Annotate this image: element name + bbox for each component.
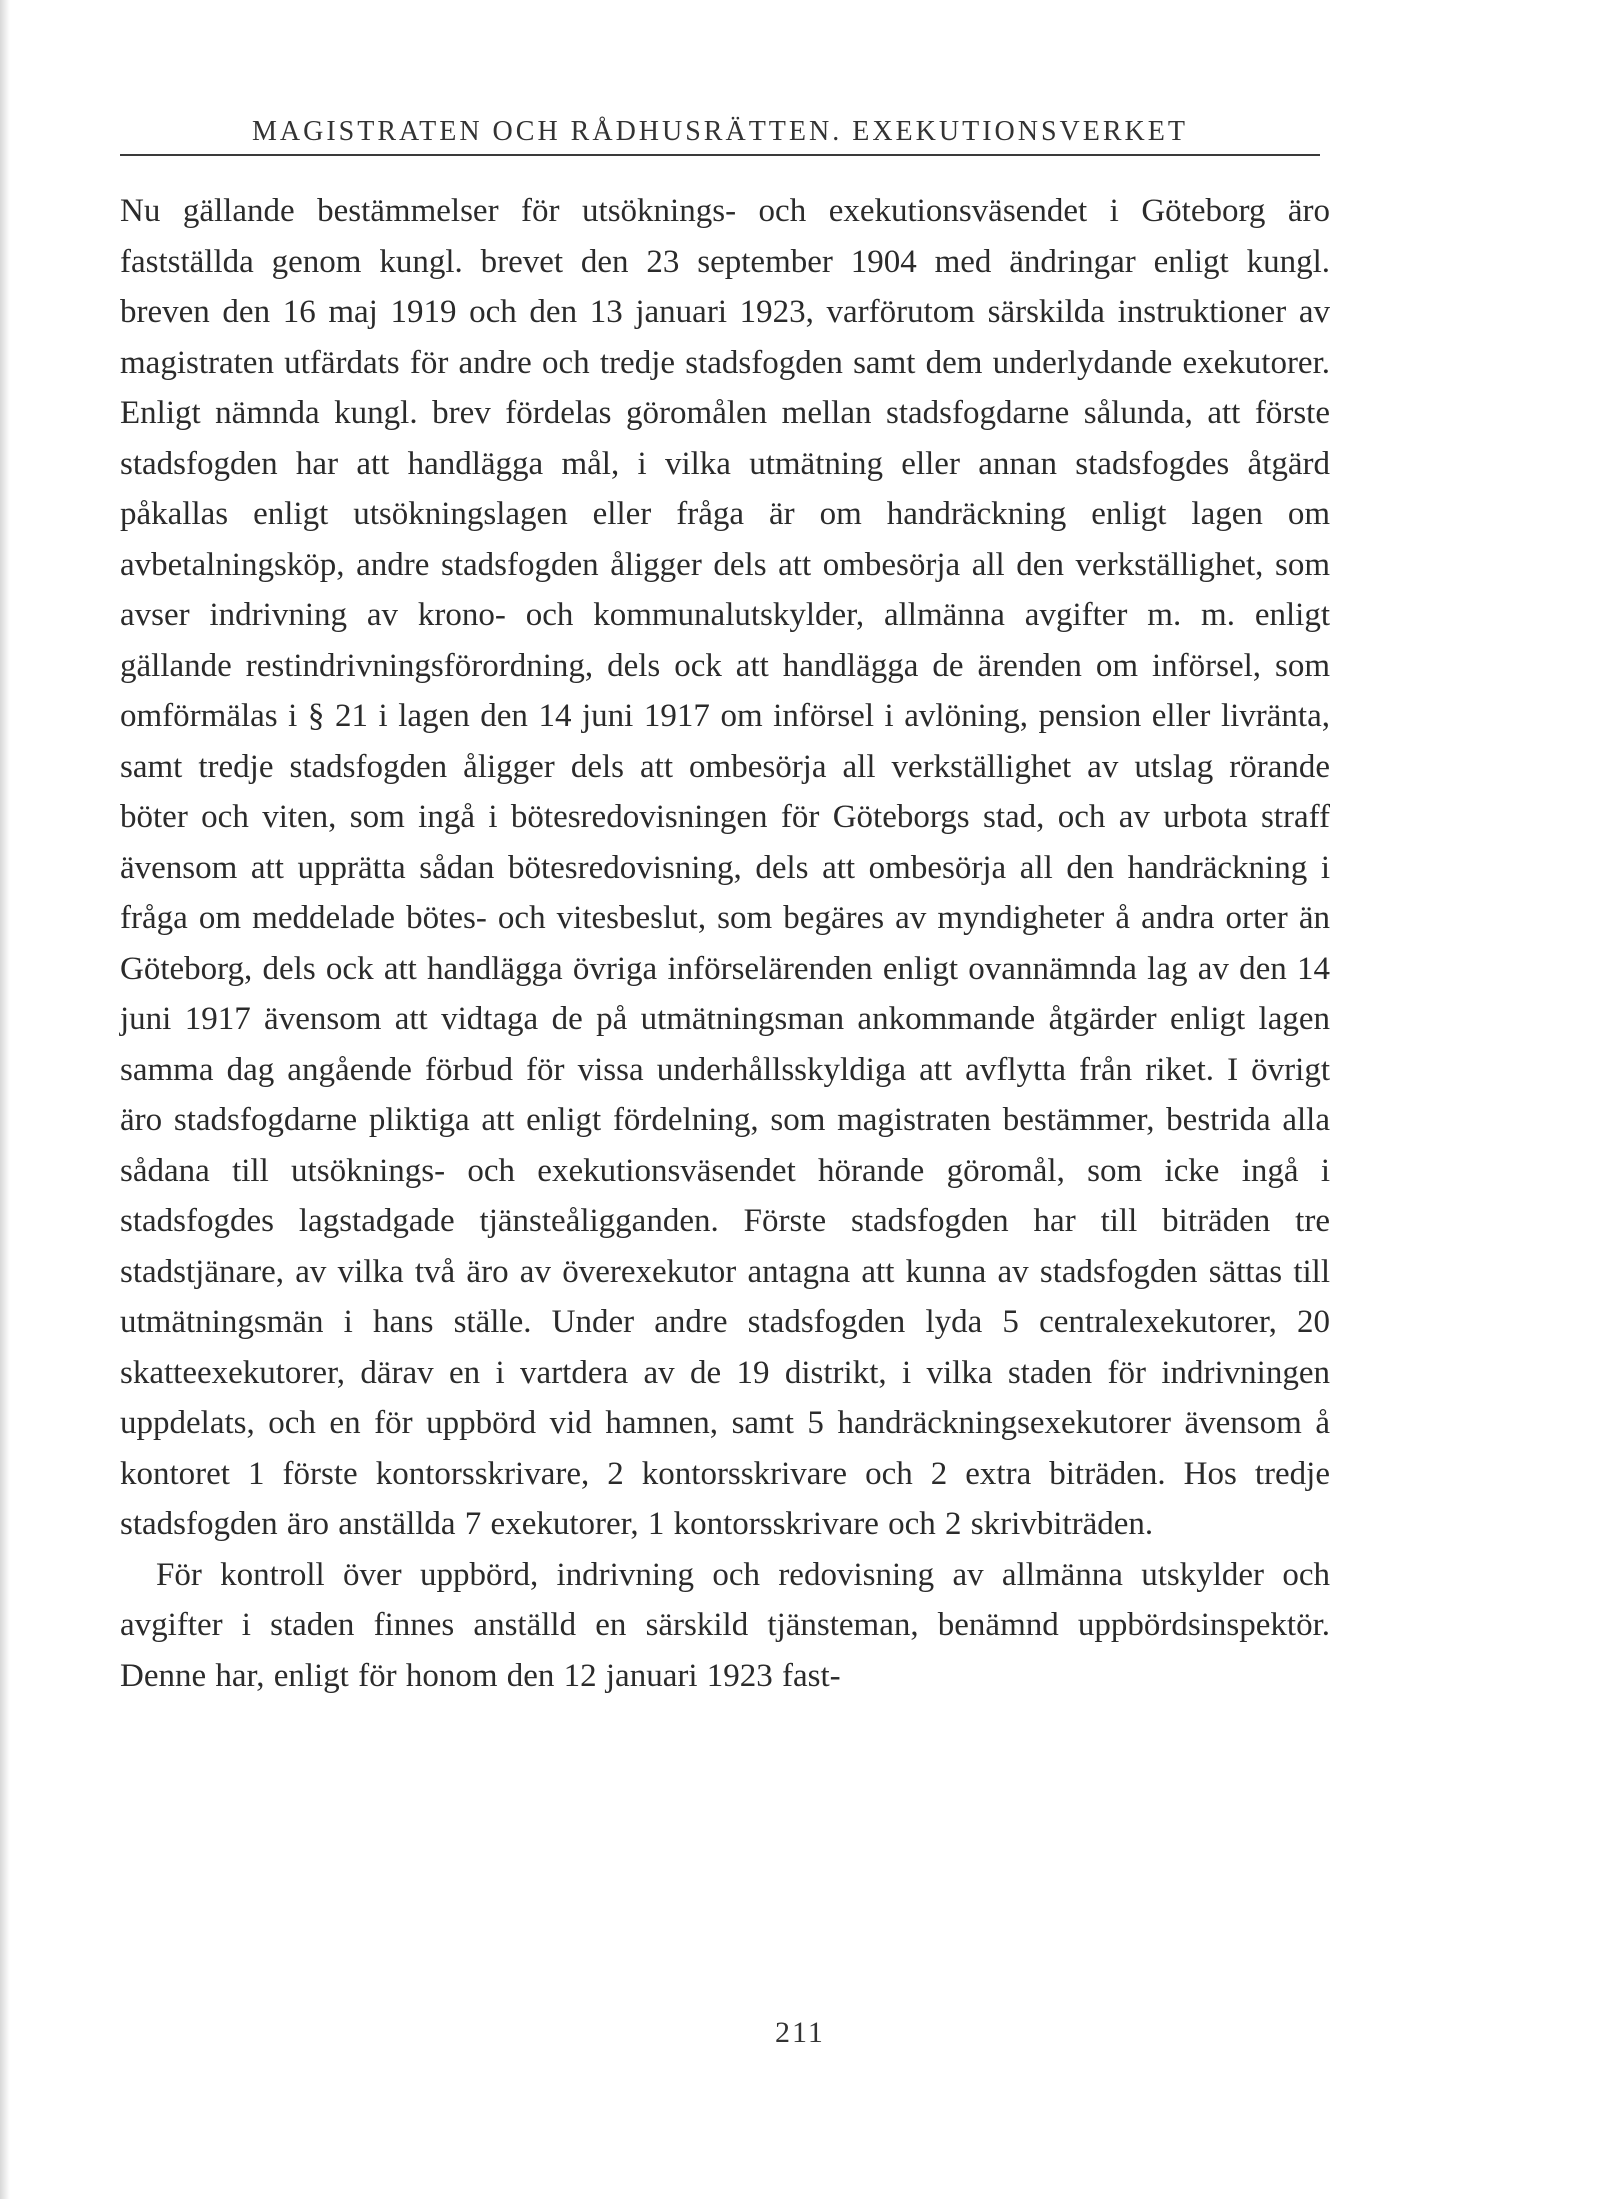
running-head-text: MAGISTRATEN OCH RÅDHUSRÄTTEN. EXEKUTIONSVERKET [252, 116, 1188, 147]
running-head [120, 104, 1320, 156]
page-edge-shadow [0, 0, 10, 2199]
body-text [120, 186, 1330, 1701]
page-number: 211 [775, 2016, 825, 2049]
paragraph-2: För kontroll över uppbörd, indrivning och redovisning av allmänna utskylder och avgifter i staden finnes anställd en särskild tjänsteman, benämnd uppbördsinspektör. Denne har, enligt för honom den 12 januari 1923 fast- [120, 1556, 1330, 1694]
paragraph-1: Nu gällande bestämmelser för utsöknings- och exekutionsväsendet i Göteborg äro fastställda genom kungl. brevet den 23 september 1904 med ändringar enligt kungl. breven den 16 maj 1919 och den 13 januari 1923, varförutom särskilda instruktioner av magistraten utfärdats för andre och tredje stadsfogden samt dem underlydande exekutorer. Enligt nämnda kungl. brev fördelas göromålen mellan stadsfogdarne sålunda, att förste stadsfogden har att handlägga mål, i vilka utmätning eller annan stadsfogdes åtgärd påkallas enligt utsökningslagen eller fråga är om handräckning enligt lagen om avbetalningsköp, andre stadsfogden åligger dels att ombesörja all den verkställighet, som avser indrivning av krono- och kommunalutskylder, allmänna avgifter m. m. enligt gällande restindrivningsförordning, dels ock att handlägga de ärenden om införsel, som omförmälas i § 21 i lagen den 14 juni 1917 om införsel i avlöning, pension eller livränta, samt tredje stadsfogden åligger dels att ombesörja all verkställighet av utslag rörande böter och viten, som ingå i bötesredovisningen för Göteborgs stad, och av urbota straff ävensom att upprätta sådan bötesredovisning, dels att ombesörja all den handräckning i fråga om meddelade bötes- och vitesbeslut, som begäres av myndigheter å andra orter än Göteborg, dels ock att handlägga övriga införselärenden enligt ovannämnda lag av den 14 juni 1917 ävensom att vidtaga de på utmätningsman ankommande åtgärder enligt lagen samma dag angående förbud för vissa underhållsskyldiga att avflytta från riket. I övrigt äro stadsfogdarne pliktiga att enligt fördelning, som magistraten bestämmer, bestrida alla sådana till utsöknings- och exekutionsväsendet hörande göromål, som icke ingå i stadsfogdes lagstadgade tjänsteåligganden. Förste stadsfogden har till biträden tre stadstjänare, av vilka två äro av överexekutor antagna att kunna av stadsfogden sättas till utmätningsmän i hans ställe. Under andre stadsfogden lyda 5 centralexekutorer, 20 skatteexekutorer, därav en i vartdera av de 19 distrikt, i vilka staden för indrivningen uppdelats, och en för uppbörd vid hamnen, samt 5 handräckningsexekutorer ävensom å kontoret 1 förste kontorsskrivare, 2 kontorsskrivare och 2 extra biträden. Hos tredje stadsfogden äro anställda 7 exekutorer, 1 kontorsskrivare och 2 skrivbiträden. [120, 193, 1330, 1542]
